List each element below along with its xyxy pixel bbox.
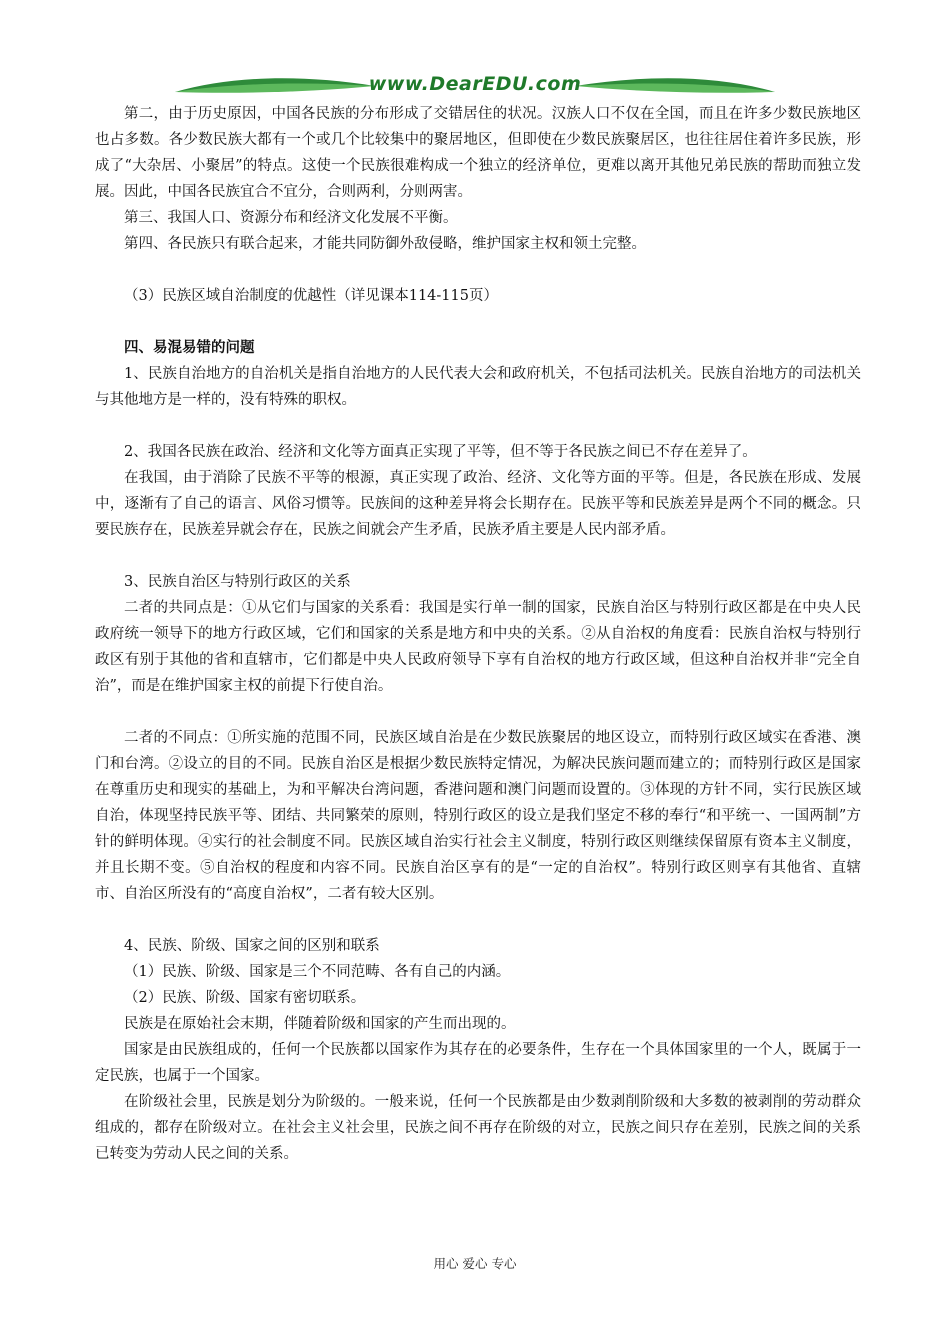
paragraph: 第三、我国人口、资源分布和经济文化发展不平衡。 [124, 210, 458, 226]
paragraph: （3）民族区域自治制度的优越性（详见课本114-115页） [124, 288, 498, 304]
paragraph: 2、我国各民族在政治、经济和文化等方面真正实现了平等，但不等于各民族之间已不存在差异了。 [124, 444, 757, 460]
paragraph: 3、民族自治区与特别行政区的关系 [124, 574, 351, 590]
paragraph: 二者的不同点：①所实施的范围不同，民族区域自治是在少数民族聚居的地区设立，而特别行政区域实在香港、澳门和台湾。②设立的目的不同。民族自治区是根据少数民族特定情况，为解决民族问题而建立的；而特别行政区是国家在尊重历史和现实的基础上，为和平解决台湾问题，香港问题和澳门问题而设置的。③体现的方针不同，实行民族区域自治，体现坚持民族平等、团结、共同繁荣的原则，特别行政区的设立是我们坚定不移的奉行“和平统一、一国两制”方针的鲜明体现。④实行的社会制度不同。民族区域自治实行社会主义制度，特别行政区则继续保留原有资本主义制度，并且长期不变。⑤自治权的程度和内容不同。民族自治区享有的是“一定的自治权”。特别行政区则享有其他省、直辖市、自治区所没有的“高度自治权”，二者有较大区别。 [95, 730, 861, 902]
paragraph: 二者的共同点是：①从它们与国家的关系看：我国是实行单一制的国家，民族自治区与特别行政区都是在中央人民政府统一领导下的地方行政区域，它们和国家的关系是地方和中央的关系。②从自治权的角度看：民族自治权与特别行政区有别于其他的省和直辖市，它们都是中央人民政府领导下享有自治权的地方行政区域，但这种自治权并非“完全自治”，而是在维护国家主权的前提下行使自治。 [95, 600, 861, 694]
section-heading: 四、易混易错的问题 [124, 339, 255, 356]
document-body [95, 101, 861, 1167]
paragraph: 在阶级社会里，民族是划分为阶级的。一般来说，任何一个民族都是由少数剥削阶级和大多数的被剥削的劳动群众组成的，都存在阶级对立。在社会主义社会里，民族之间不再存在阶级的对立，民族之间只存在差别，民族之间的关系已转变为劳动人民之间的关系。 [95, 1094, 861, 1162]
paragraph: 第二，由于历史原因，中国各民族的分布形成了交错居住的状况。汉族人口不仅在全国，而且在许多少数民族地区也占多数。各少数民族大都有一个或几个比较集中的聚居地区，但即使在少数民族聚居区，也往往居住着许多民族，形成了“大杂居、小聚居”的特点。这使一个民族很难构成一个独立的经济单位，更难以离开其他兄弟民族的帮助而独立发展。因此，中国各民族宜合不宜分，合则两利，分则两害。 [95, 106, 861, 200]
paragraph: 国家是由民族组成的，任何一个民族都以国家作为其存在的必要条件，生存在一个具体国家里的一个人，既属于一定民族，也属于一个国家。 [95, 1042, 861, 1084]
page-footer: 用心 爱心 专心 [433, 1256, 517, 1271]
paragraph: 第四、各民族只有联合起来，才能共同防御外敌侵略，维护国家主权和领土完整。 [124, 236, 646, 252]
paragraph: （2）民族、阶级、国家有密切联系。 [124, 990, 366, 1006]
paragraph: 民族是在原始社会末期，伴随着阶级和国家的产生而出现的。 [124, 1016, 516, 1032]
paragraph: （1）民族、阶级、国家是三个不同范畴、各有自己的内涵。 [124, 964, 511, 980]
paragraph: 在我国，由于消除了民族不平等的根源，真正实现了政治、经济、文化等方面的平等。但是，各民族在形成、发展中，逐渐有了自己的语言、风俗习惯等。民族间的这种差异将会长期存在。民族平等和民族差异是两个不同的概念。只要民族存在，民族差异就会存在，民族之间就会产生矛盾，民族矛盾主要是人民内部矛盾。 [95, 470, 861, 538]
paragraph: 1、民族自治地方的自治机关是指自治地方的人民代表大会和政府机关，不包括司法机关。民族自治地方的司法机关与其他地方是一样的，没有特殊的职权。 [95, 366, 861, 408]
site-logo-text: www.DearEDU.com [368, 73, 582, 95]
paragraph: 4、民族、阶级、国家之间的区别和联系 [124, 938, 380, 954]
